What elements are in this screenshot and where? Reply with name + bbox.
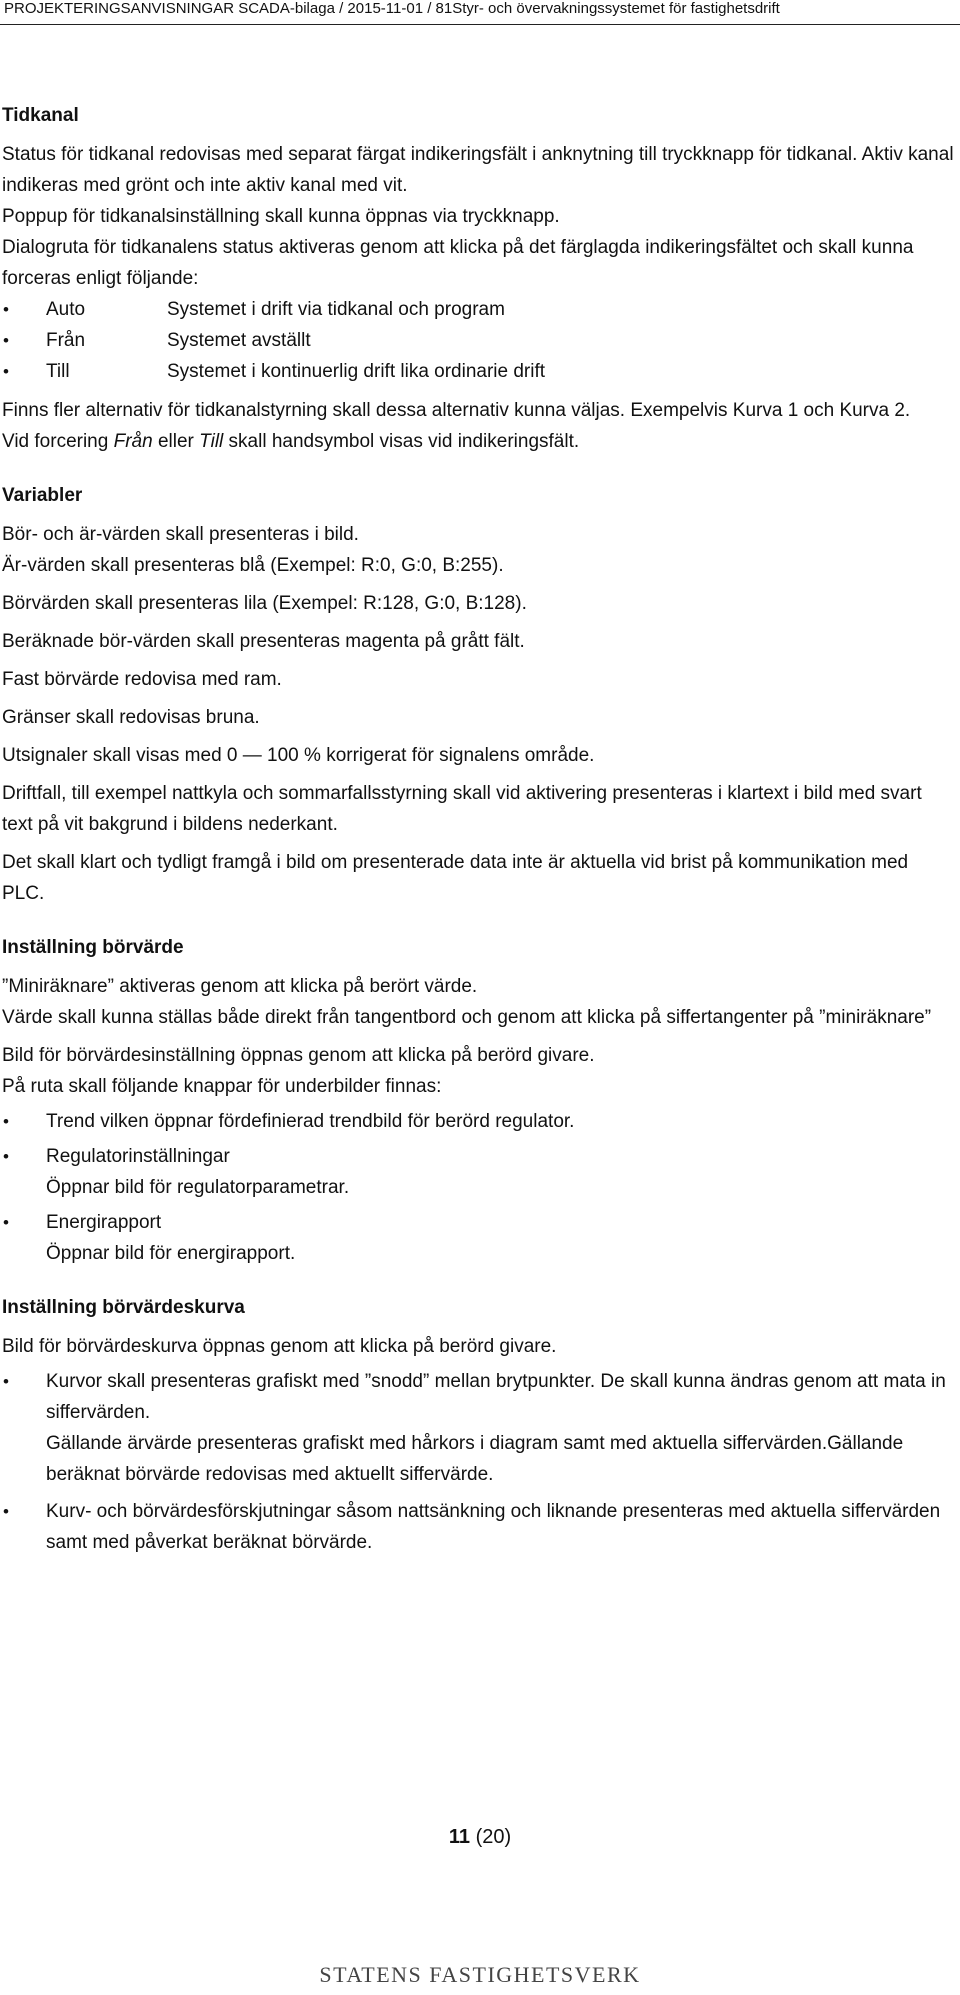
borvarde-line: Värde skall kunna ställas både direkt från tangentbord och genom att klicka på siffertangenter på ”miniräknare” [2, 1007, 932, 1028]
option-term: • Till [46, 361, 70, 382]
bullet-title: • Regulatorinställningar [46, 1146, 230, 1167]
page-number [0, 1826, 960, 1849]
bullet-text: • Kurvor skall presenteras grafiskt med ”snodd” mellan brytpunkter. De skall kunna ändras genom att mata in siffervärden. [46, 1371, 946, 1423]
bullet-text: Gällande ärvärde presenteras grafiskt med hårkors i diagram samt med aktuella siffervärden.Gällande beräknat börvärde redovisas med aktuellt siffervärde. [46, 1433, 904, 1485]
list-item [2, 1207, 954, 1269]
variabler-line: Gränser skall redovisas bruna. [2, 707, 260, 728]
variabler-line: Utsignaler skall visas med 0 — 100 % korrigerat för signalens område. [2, 745, 595, 766]
variabler-line: Bör- och är-värden skall presenteras i bild. [2, 524, 359, 545]
borvarde-line: ”Miniräknare” aktiveras genom att klicka på berört värde. [2, 976, 478, 997]
variabler-line: Det skall klart och tydligt framgå i bild om presenterade data inte är aktuella vid brist på kommunikation med PLC. [2, 852, 909, 904]
variabler-line: Beräknade bör-värden skall presenteras magenta på grått fält. [2, 631, 525, 652]
variabler-line: Börvärden skall presenteras lila (Exempel: R:128, G:0, B:128). [2, 593, 527, 614]
bullet-text: • Kurv- och börvärdesförskjutningar såsom nattsänkning och liknande presenteras med aktuella siffervärden samt med påverkat beräknat börvärde. [46, 1501, 941, 1553]
heading-installning-borvarde: Inställning börvärde [2, 937, 184, 958]
bullet-title: • Trend vilken öppnar fördefinierad trendbild för berörd regulator. [46, 1111, 575, 1132]
list-item [2, 1141, 954, 1203]
heading-tidkanal: Tidkanal [2, 105, 79, 126]
text-run: eller [152, 431, 200, 452]
borvarde-line: Bild för börvärdesinställning öppnas genom att klicka på berörd givare. [2, 1045, 595, 1066]
list-item [2, 356, 954, 387]
brand-footer: STATENS FASTIGHETSVERK [319, 1962, 641, 1987]
option-desc: Systemet i kontinuerlig drift lika ordinarie drift [167, 361, 546, 382]
page-content [0, 100, 954, 1558]
text-run-italic: Till [199, 431, 224, 452]
heading-variabler: Variabler [2, 485, 83, 506]
text-run: skall handsymbol visas vid indikeringsfält. [223, 431, 580, 452]
tidkanal-para-poppup: Poppup för tidkanalsinställning skall kunna öppnas via tryckknapp. [2, 206, 560, 227]
list-item [2, 1106, 954, 1137]
bullet-sub: Öppnar bild för regulatorparametrar. [46, 1177, 350, 1198]
variabler-line: Fast börvärde redovisa med ram. [2, 669, 282, 690]
borvardeskurva-list [2, 1366, 954, 1558]
page-current: 11 [448, 1826, 470, 1848]
bullet-sub: Öppnar bild för energirapport. [46, 1243, 296, 1264]
list-item [2, 325, 954, 356]
tidkanal-para-forcering [2, 426, 954, 457]
text-run-italic: Från [113, 431, 153, 452]
variabler-line: Driftfall, till exempel nattkyla och sommarfallsstyrning skall vid aktivering presenteras i klartext i bild med svart text på vit bakgrund i bildens nederkant. [2, 783, 922, 835]
tidkanal-para-status: Status för tidkanal redovisas med separat färgat indikeringsfält i anknytning till tryckknapp för tidkanal. Aktiv kanal indikeras med grönt och inte aktiv kanal med vit. [2, 144, 954, 196]
tidkanal-options [2, 294, 954, 387]
bullet-title: • Energirapport [46, 1212, 162, 1233]
list-item [2, 1366, 954, 1490]
tidkanal-para-alternatives: Finns fler alternativ för tidkanalstyrning skall dessa alternativ kunna väljas. Exempelvis Kurva 1 och Kurva 2. [2, 400, 911, 421]
option-term: • Auto [46, 299, 86, 320]
header-rule [0, 24, 960, 25]
option-term: • Från [46, 330, 86, 351]
heading-installning-borvardeskurva: Inställning börvärdeskurva [2, 1297, 245, 1318]
option-desc: Systemet avställt [167, 330, 311, 351]
page-total: (20) [475, 1826, 512, 1848]
option-desc: Systemet i drift via tidkanal och program [167, 299, 505, 320]
page-header: PROJEKTERINGSANVISNINGAR SCADA-bilaga / 2015-11-01 / 81Styr- och övervakningssystemet för fastighetsdrift [4, 0, 780, 17]
list-item [2, 294, 954, 325]
borvardeskurva-line: Bild för börvärdeskurva öppnas genom att klicka på berörd givare. [2, 1336, 557, 1357]
list-item [2, 1496, 954, 1558]
variabler-line: Är-värden skall presenteras blå (Exempel: R:0, G:0, B:255). [2, 555, 504, 576]
borvarde-buttons-list [2, 1106, 954, 1269]
borvarde-line: På ruta skall följande knappar för underbilder finnas: [2, 1076, 442, 1097]
text-run: Vid forcering [2, 431, 114, 452]
tidkanal-para-dialog: Dialogruta för tidkanalens status aktiveras genom att klicka på det färglagda indikeringsfältet och skall kunna forceras enligt följande: [2, 237, 914, 289]
